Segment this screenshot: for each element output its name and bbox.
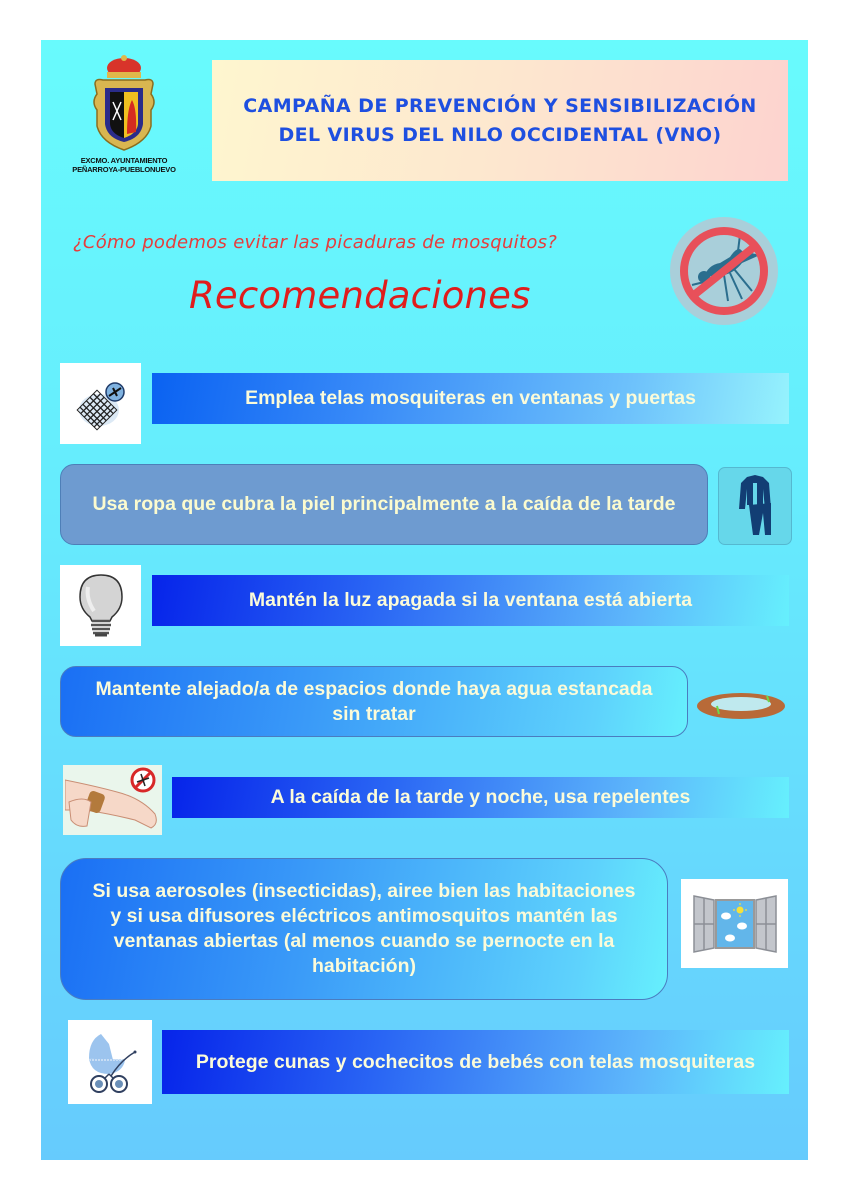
recommendation-bar-4	[60, 666, 688, 737]
recommendation-bar-2	[60, 464, 708, 545]
question-text: ¿Cómo podemos evitar las picaduras de mosquitos?	[73, 232, 558, 253]
light-bulb-icon	[60, 565, 141, 646]
recommendation-text-3: Mantén la luz apagada si la ventana está abierta	[248, 589, 693, 611]
recommendation-text-6: Si usa aerosoles (insecticidas), airee bien las habitaciones y si usa difusores eléctricos antimosquitos mantén las ventanas abiertas (al menos cuando se pernocte en la habitación)	[92, 880, 636, 977]
recommendation-bar-7	[162, 1030, 789, 1094]
recommendation-text-2: Usa ropa que cubra la piel principalmente a la caída de la tarde	[92, 493, 676, 515]
recommendation-bar-6	[60, 858, 668, 1000]
baby-stroller-icon	[68, 1020, 152, 1104]
recommendations-heading: Recomendaciones	[189, 274, 531, 317]
no-mosquito-icon	[668, 215, 780, 327]
crest-caption-line2: PEÑARROYA-PUEBLONUEVO	[72, 165, 176, 174]
open-window-icon	[681, 879, 788, 968]
recommendation-text-7: Protege cunas y cochecitos de bebés con telas mosquiteras	[195, 1050, 756, 1073]
municipal-crest-icon	[89, 54, 159, 154]
poster	[41, 40, 808, 1160]
recommendation-bar-1	[152, 373, 789, 424]
crest-caption-line1: EXCMO. AYUNTAMIENTO	[80, 156, 168, 165]
puddle-icon	[693, 680, 789, 730]
repellent-icon	[63, 765, 162, 835]
recommendation-bar-5	[172, 777, 789, 818]
recommendation-text-1: Emplea telas mosquiteras en ventanas y puertas	[245, 387, 696, 409]
campaign-title-box	[212, 60, 788, 181]
recommendation-text-4: Mantente alejado/a de espacios donde haya agua estancada sin tratar	[95, 677, 653, 725]
crest-caption	[61, 156, 187, 174]
recommendation-bar-3	[152, 575, 789, 626]
campaign-title-line2: DEL VIRUS DEL NILO OCCIDENTAL (VNO)	[278, 123, 722, 146]
clothing-icon	[718, 467, 792, 545]
mosquito-net-icon	[60, 363, 141, 444]
campaign-title-line1: CAMPAÑA DE PREVENCIÓN Y SENSIBILIZACIÓN	[243, 94, 757, 117]
recommendation-text-5: A la caída de la tarde y noche, usa repelentes	[270, 786, 691, 808]
